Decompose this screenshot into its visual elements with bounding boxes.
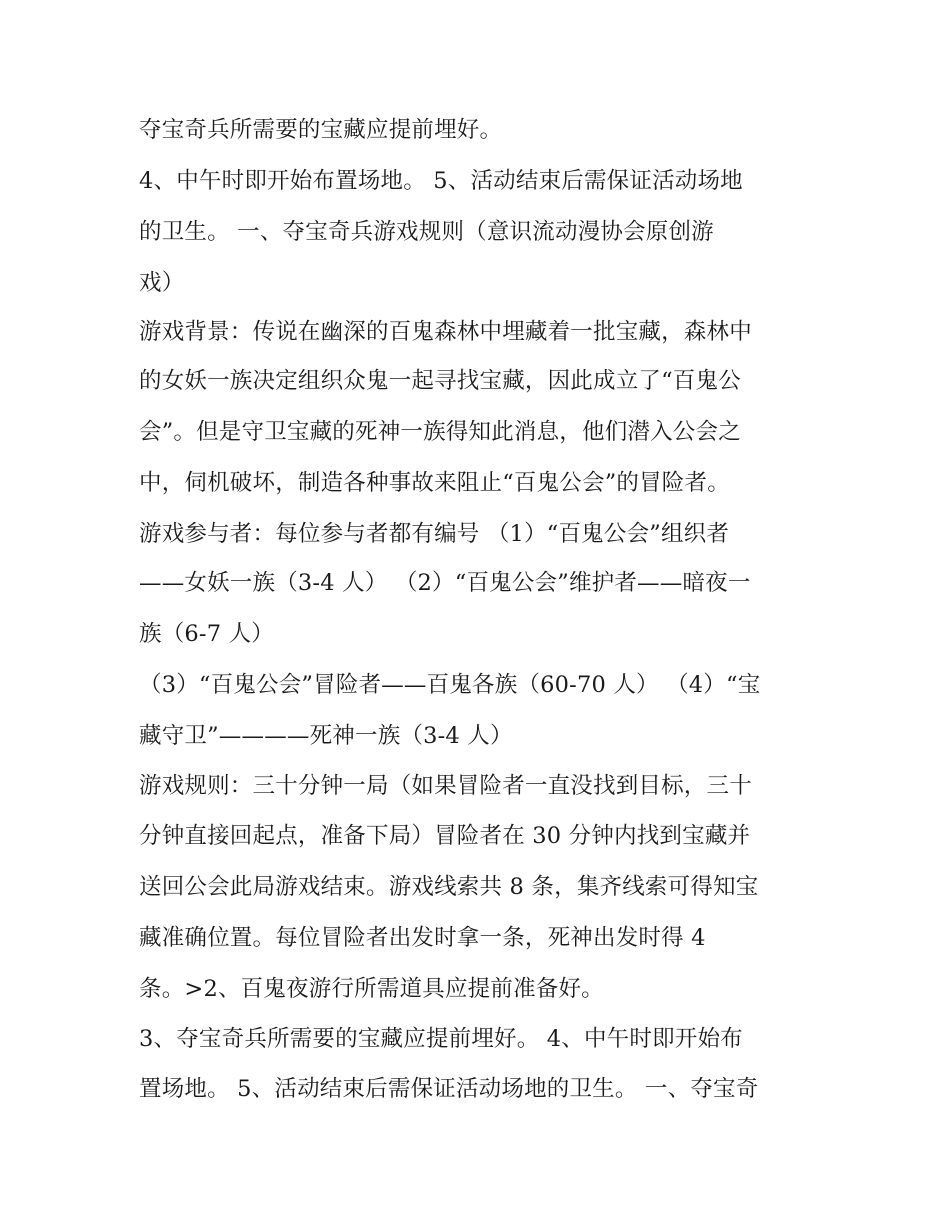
text-line: （3）“百鬼公会”冒险者——百鬼各族（60-70 人） （4）“宝 [139, 672, 761, 698]
text-line: 会”。但是守卫宝藏的死神一族得知此消息，他们潜入公会之 [139, 419, 741, 445]
text-line: 3、夺宝奇兵所需要的宝藏应提前埋好。 4、中午时即开始布 [139, 1026, 743, 1052]
text-line: 游戏背景：传说在幽深的百鬼森林中埋藏着一批宝藏，森林中 [139, 319, 752, 345]
text-line: 条。>2、百鬼夜游行所需道具应提前准备好。 [139, 976, 604, 1002]
text-line: 藏准确位置。每位冒险者出发时拿一条，死神出发时得 4 [139, 925, 706, 951]
text-line: 4、中午时即开始布置场地。 5、活动结束后需保证活动场地 [139, 168, 743, 194]
text-line: ——女妖一族（3-4 人） （2）“百鬼公会”维护者——暗夜一 [139, 570, 751, 596]
text-line: 的女妖一族决定组织众鬼一起寻找宝藏，因此成立了“百鬼公 [139, 368, 741, 394]
text-line: 夺宝奇兵所需要的宝藏应提前埋好。 [139, 117, 503, 143]
text-line: 置场地。 5、活动结束后需保证活动场地的卫生。 一、夺宝奇 [139, 1076, 759, 1102]
text-line: 藏守卫”————死神一族（3-4 人） [139, 723, 513, 749]
text-line: 中，伺机破坏，制造各种事故来阻止“百鬼公会”的冒险者。 [139, 470, 730, 496]
text-line: 游戏参与者：每位参与者都有编号 （1）“百鬼公会”组织者 [139, 521, 730, 547]
text-line: 分钟直接回起点，准备下局）冒险者在 30 分钟内找到宝藏并 [139, 823, 751, 849]
text-line: 的卫生。 一、夺宝奇兵游戏规则（意识流动漫协会原创游 [139, 219, 714, 245]
text-line: 戏） [139, 270, 185, 296]
text-line: 送回公会此局游戏结束。游戏线索共 8 条，集齐线索可得知宝 [139, 874, 759, 900]
text-line: 族（6-7 人） [139, 621, 274, 647]
text-line: 游戏规则：三十分钟一局（如果冒险者一直没找到目标，三十 [139, 773, 752, 799]
